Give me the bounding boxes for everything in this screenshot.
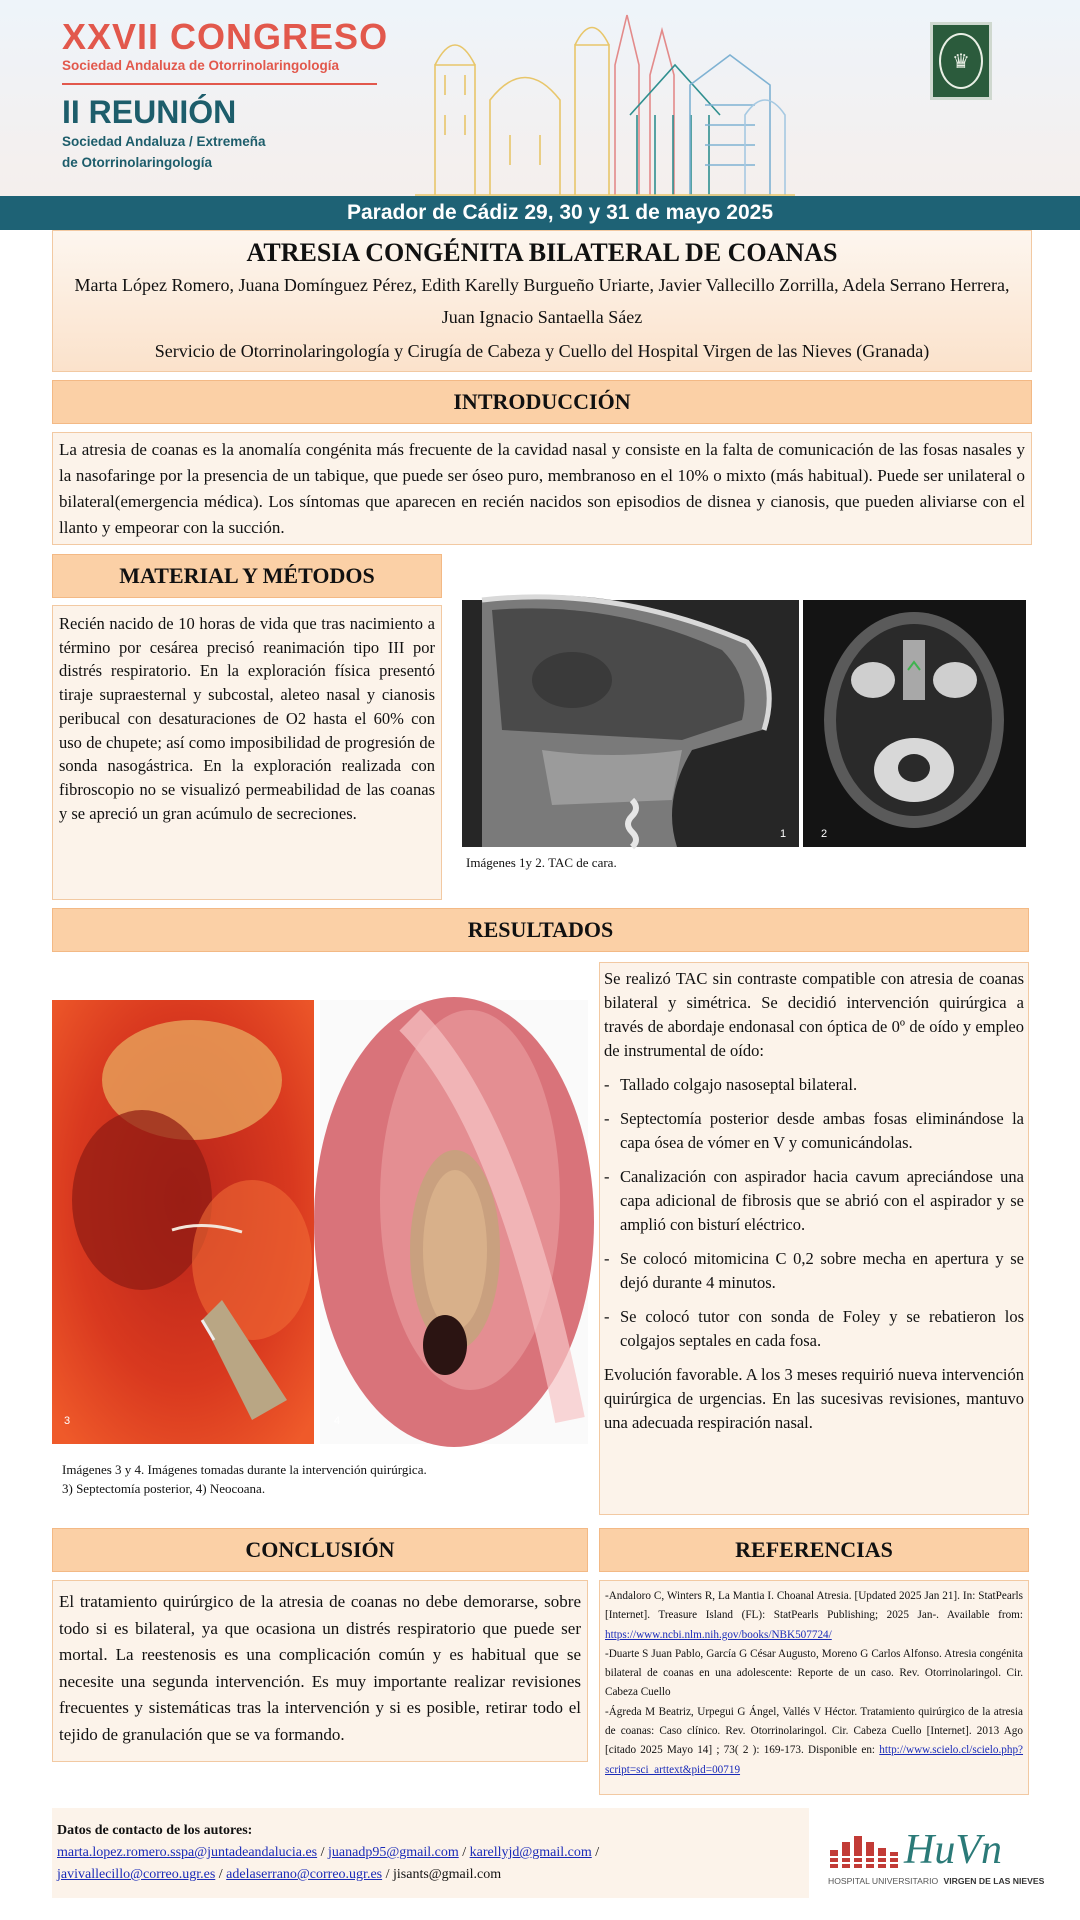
reference-link[interactable]: http://www.scielo.cl/scielo.php?script=sci_arttext&pid=00719 (605, 1744, 1024, 1776)
huvn-logo-icon (822, 1808, 1045, 1898)
email-link[interactable]: juanadp95@gmail.com (328, 1845, 459, 1860)
image-1-number: 1 (780, 828, 787, 840)
methods-heading: MATERIAL Y MÉTODOS (52, 554, 442, 598)
results-heading: RESULTADOS (52, 908, 1029, 952)
reference-item: -Andaloro C, Winters R, La Mantia I. Choanal Atresia. [Updated 2025 Jan 21]. In: StatPearls [Internet]. Treasure Island (FL): StatPearls Publishing; 2025 Jan-. Available from: https://www.ncbi.nlm.nih.gov/books/NBK507724/ (605, 1590, 1023, 1641)
hospital-name-1: HOSPITAL UNIVERSITARIO (828, 1876, 939, 1886)
congress-block (62, 18, 388, 171)
meeting-subtitle-2: de Otorrinolaringología (62, 155, 213, 170)
procedure-step: - Se colocó tutor con sonda de Foley y se rebatieron los colgajos septales en cada fosa. (604, 1307, 1024, 1350)
conclusion-text: El tratamiento quirúrgico de la atresia de coanas no debe demorarse, sobre todo si es bilateral, ya que ocasiona un distrés respiratorio que puede ser mortal. La reestenosis es una complicación común y es habitual que se necesite una segunda intervención. Es muy importante realizar revisiones frecuentes y sistemáticas tras la intervención y si es posible, retirar todo el tejido de granulación que se va formando. (52, 1580, 588, 1762)
image-3-number: 3 (64, 1415, 71, 1427)
procedure-step: - Se colocó mitomicina C 0,2 sobre mecha en apertura y se dejó durante 4 minutos. (604, 1249, 1024, 1292)
crest-icon: ♛ (939, 33, 983, 89)
surgery-caption-line-1: Imágenes 3 y 4. Imágenes tomadas durante la intervención quirúrgica. (62, 1462, 427, 1477)
congress-title: XXVII CONGRESO (62, 16, 389, 57)
procedure-step: - Canalización con aspirador hacia cavum apreciándose una capa adicional de fibrosis que se abrió con el aspirador y se amplió con bisturí eléctrico. (604, 1167, 1024, 1234)
conclusion-heading: CONCLUSIÓN (52, 1528, 588, 1572)
society-seal-logo (930, 22, 992, 100)
surgery-image-neochoana (320, 1000, 588, 1444)
results-text (599, 962, 1029, 1515)
contact-emails-line-1: marta.lopez.romero.sspa@juntadeandalucia.es / juanadp95@gmail.com / karellyjd@gmail.com / (57, 1845, 600, 1860)
surgery-caption-line-2: 3) Septectomía posterior, 4) Neocoana. (62, 1481, 266, 1496)
email-link[interactable]: adelaserrano@correo.ugr.es (226, 1867, 383, 1882)
contact-heading: Datos de contacto de los autores: (57, 1823, 253, 1838)
event-date-band: Parador de Cádiz 29, 30 y 31 de mayo 2025 (0, 196, 1080, 230)
reference-item: -Duarte S Juan Pablo, García G César Augusto, Moreno G Carlos Alfonso. Atresia congénita bilateral de coanas en una adolescente: Reporte de un caso. Rev. Otorrinolaringol. Cir. Cabeza Cuello (605, 1647, 1023, 1699)
title-box (52, 230, 1032, 372)
hospital-logo (822, 1808, 1045, 1898)
service-affiliation: Servicio de Otorrinolaringología y Cirugía de Cabeza y Cuello del Hospital Virgen de las Nieves (Granada) (154, 341, 930, 361)
contact-box (52, 1808, 809, 1898)
surgery-images-caption (62, 1460, 427, 1498)
image-2-number: 2 (821, 828, 828, 840)
email-link[interactable]: karellyjd@gmail.com (469, 1845, 592, 1860)
svg-text:HOSPITAL UNIVERSITARIO V (828, 1876, 1045, 1886)
header-divider (62, 83, 377, 85)
hospital-name-2: VIRGEN DE LAS NIEVES (943, 1876, 1045, 1886)
results-intro: Se realizó TAC sin contraste compatible con atresia de coanas bilateral y simétrica. Se decidió intervención quirúrgica a través de abordaje endonasal con óptica de 0º de oído y empleo de instrumental de oído: (604, 969, 1024, 1060)
image-4-number: 4 (334, 1415, 341, 1427)
references-heading: REFERENCIAS (599, 1528, 1029, 1572)
cadiz-skyline-illustration (415, 5, 795, 197)
intro-heading: INTRODUCCIÓN (52, 380, 1032, 424)
meeting-subtitle-1: Sociedad Andaluza / Extremeña (62, 134, 266, 149)
reference-item: -Ágreda M Beatriz, Urpegui G Ángel, Vallés V Héctor. Tratamiento quirúrgico de la atresia de coanas: Caso clínico. Rev. Otorrinolaringol. Cir. Cabeza Cuello [Internet]. 2013 Ago [citado 2025 Mayo 14] ; 73( 2 ): 169-173. Disponible en: http://www.scielo.cl/scielo.php?script=sci_arttext&pid=00719 (605, 1705, 1024, 1776)
authors-line: Marta López Romero, Juana Domínguez Pérez, Edith Karelly Burgueño Uriarte, Javier Vallecillo Zorrilla, Adela Serrano Herrera, Juan Ignacio Santaella Sáez (74, 275, 1010, 327)
surgery-image-septectomy (52, 1000, 314, 1444)
email-text: jisants@gmail.com (393, 1867, 502, 1882)
reference-link[interactable]: https://www.ncbi.nlm.nih.gov/books/NBK507724/ (605, 1628, 832, 1641)
email-link[interactable]: javivallecillo@correo.ugr.es (57, 1867, 216, 1882)
references-list (599, 1580, 1029, 1795)
congress-subtitle: Sociedad Andaluza de Otorrinolaringología (62, 58, 340, 73)
poster-header (0, 0, 1080, 230)
huvn-mark: HuVn (904, 1827, 1002, 1873)
results-outcome: Evolución favorable. A los 3 meses requirió nueva intervención quirúrgica de urgencias. En las sucesivas revisiones, mantuvo una adecuada respiración nasal. (604, 1365, 1024, 1432)
ct-sagittal-image (462, 600, 799, 847)
contact-emails-line-2: javivallecillo@correo.ugr.es / adelaserrano@correo.ugr.es / jisants@gmail.com (57, 1867, 502, 1882)
meeting-title: II REUNIÓN (62, 94, 237, 130)
intro-text: La atresia de coanas es la anomalía congénita más frecuente de la cavidad nasal y consiste en la falta de comunicación de las fosas nasales y la nasofaringe por la presencia de un tabique, que puede ser óseo puro, membranoso en el 10% o mixto (más habitual). Puede ser unilateral o bilateral(emergencia médica). Los síntomas que aparecen en recién nacidos son episodios de disnea y cianosis, que pueden aliviarse con el llanto y empeorar con la succión. (52, 432, 1032, 545)
procedure-step: - Tallado colgajo nasoseptal bilateral. (604, 1075, 858, 1094)
email-link[interactable]: marta.lopez.romero.sspa@juntadeandalucia.es (57, 1845, 318, 1860)
methods-text: Recién nacido de 10 horas de vida que tras nacimiento a término por cesárea precisó reanimación tipo III por distrés respiratorio. En la exploración física presentó tiraje supraesternal y subcostal, aleteo nasal y cianosis peribucal con desaturaciones de O2 hasta el 60% con uso de chupete; así como imposibilidad de progresión de sonda nasogástrica. En la exploración realizada con fibroscopio no se visualizó permeabilidad de las coanas y se apreció un gran acúmulo de secreciones. (52, 605, 442, 900)
ct-axial-image (803, 600, 1026, 847)
ct-images-caption: Imágenes 1y 2. TAC de cara. (466, 855, 617, 870)
procedure-step: - Septectomía posterior desde ambas fosas eliminándose la capa ósea de vómer en V y comunicándolas. (604, 1109, 1024, 1152)
poster-title: ATRESIA CONGÉNITA BILATERAL DE COANAS (246, 238, 838, 267)
procedure-steps-list (604, 1073, 1024, 1353)
